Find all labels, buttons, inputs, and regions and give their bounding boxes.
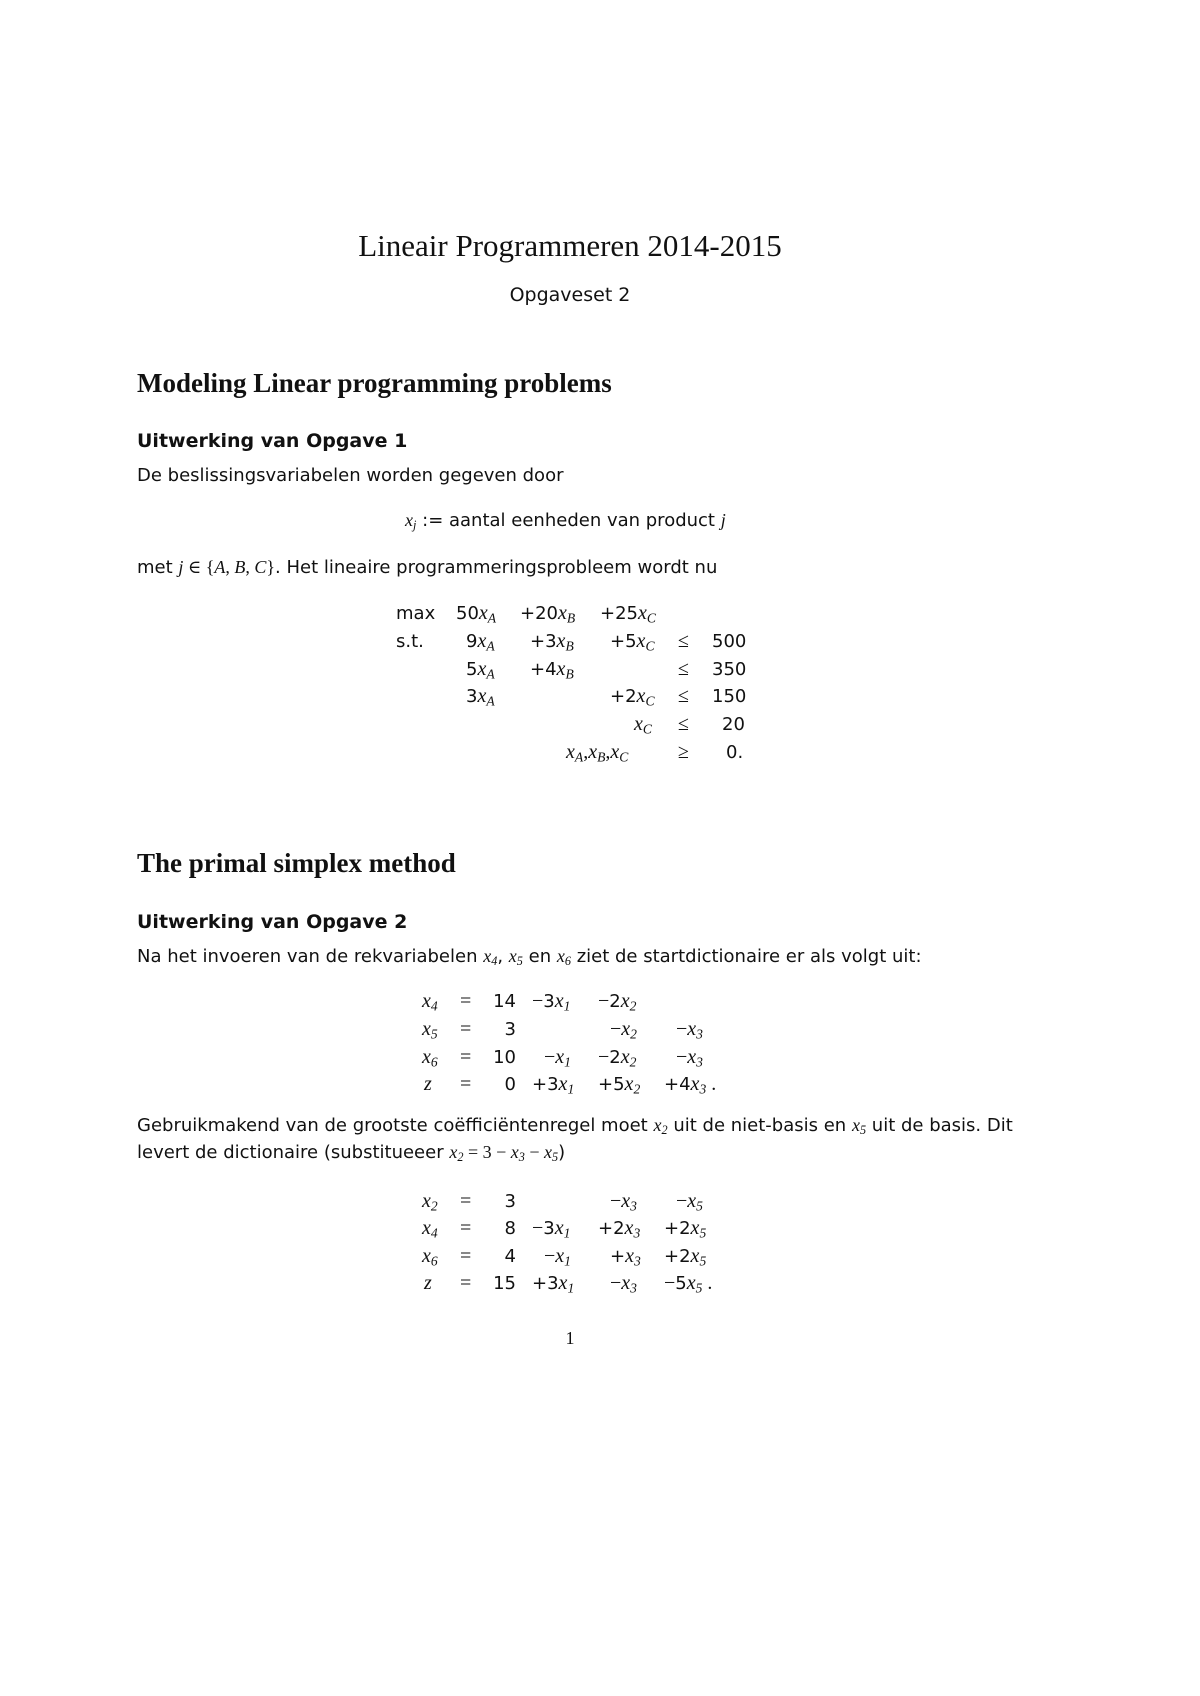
- d1-eq-3: =: [460, 1046, 472, 1068]
- obj-term-a: $50x_A$: [456, 602, 497, 626]
- c1-term-a: $9x_A$: [466, 630, 495, 654]
- intro-text-1: De beslissingsvariabelen worden gegeven door: [137, 465, 564, 486]
- c2-term-b: $+4x_B$: [530, 658, 574, 682]
- d2-eq-3: =: [460, 1245, 472, 1267]
- rhs-3: 150: [712, 686, 747, 707]
- rhs-4: 20: [722, 714, 745, 735]
- d1-r1-x1: $-3x_1$: [532, 990, 571, 1014]
- rhs-5: 0.: [726, 742, 744, 763]
- c3-term-c: $+2x_C$: [610, 685, 655, 709]
- d1-lhs-x5: $x_5$: [422, 1018, 438, 1042]
- d2-r1-x3: $-x_3$: [610, 1190, 637, 1214]
- d1-const-4: 0: [504, 1074, 516, 1095]
- d1-const-2: 3: [504, 1019, 516, 1040]
- c1-term-b: $+3x_B$: [530, 630, 574, 654]
- d1-eq-4: =: [460, 1073, 472, 1095]
- d2-const-2: 8: [504, 1218, 516, 1239]
- d2-r3-x5: $+2x_5$: [664, 1245, 707, 1269]
- page-number: 1: [565, 1328, 575, 1348]
- section-heading-simplex: The primal simplex method: [137, 848, 456, 878]
- d2-const-3: 4: [504, 1246, 516, 1267]
- c2-leq: ≤: [678, 658, 689, 680]
- d2-const-1: 3: [504, 1191, 516, 1212]
- index-set-sentence: met j ∈ {A, B, C}. Het lineaire programmeringsprobleem wordt nu: [137, 557, 718, 578]
- section-heading-modeling: Modeling Linear programming problems: [137, 368, 612, 398]
- c4-term-c: $x_C$: [634, 713, 652, 737]
- st-label: s.t.: [396, 631, 424, 652]
- subheading-opgave-1: Uitwerking van Opgave 1: [137, 430, 408, 452]
- c3-term-a: $3x_A$: [466, 685, 495, 709]
- d2-lhs-x6: $x_6$: [422, 1245, 438, 1269]
- d1-eq-1: =: [460, 990, 472, 1012]
- d1-const-1: 14: [493, 991, 516, 1012]
- nonneg-vars: $x_A,x_B,x_C$: [566, 741, 629, 765]
- pivot-explanation-line-1: Gebruikmakend van de grootste coëfficiëntenregel moet $x_2$ uit de niet-basis en $x_5$ uit de basis. Dit: [137, 1115, 1013, 1138]
- d1-lhs-x4: $x_4$: [422, 990, 438, 1014]
- d2-r4-x1: $+3x_1$: [532, 1272, 575, 1296]
- d1-r3-x2: $-2x_2$: [598, 1046, 637, 1070]
- d2-eq-1: =: [460, 1190, 472, 1212]
- d2-r4-x5: $-5x_5$ .: [664, 1272, 713, 1296]
- obj-term-c: $+25x_C$: [600, 602, 656, 626]
- d1-lhs-x6: $x_6$: [422, 1046, 438, 1070]
- document-title: Lineair Programmeren 2014-2015: [358, 228, 782, 263]
- d2-r2-x1: $-3x_1$: [532, 1217, 571, 1241]
- rhs-2: 350: [712, 659, 747, 680]
- d1-eq-2: =: [460, 1018, 472, 1040]
- d2-eq-2: =: [460, 1217, 472, 1239]
- d2-r4-x3: $-x_3$: [610, 1272, 637, 1296]
- d2-r3-x1: $-x_1$: [544, 1245, 571, 1269]
- c3-leq: ≤: [678, 685, 689, 707]
- d2-lhs-x2: $x_2$: [422, 1190, 438, 1214]
- d1-lhs-z: z: [424, 1073, 432, 1095]
- d1-r4-x3: $+4x_3$ .: [664, 1073, 717, 1097]
- rhs-1: 500: [712, 631, 747, 652]
- d2-eq-4: =: [460, 1272, 472, 1294]
- pivot-explanation-line-2: levert de dictionaire (substitueeer $x_2 = 3 - x_3 - x_5$): [137, 1142, 566, 1165]
- d1-const-3: 10: [493, 1047, 516, 1068]
- d1-r1-x2: $-2x_2$: [598, 990, 637, 1014]
- obj-term-b: $+20x_B$: [520, 602, 576, 626]
- definition-text: := aantal eenheden van product: [416, 510, 721, 531]
- d2-r3-x3: $+x_3$: [610, 1245, 641, 1269]
- d2-r1-x5: $-x_5$: [676, 1190, 703, 1214]
- intro-text-2: Na het invoeren van de rekvariabelen $x_4$, $x_5$ en $x_6$ ziet de startdictionaire er als volgt uit:: [137, 946, 922, 969]
- d2-lhs-x4: $x_4$: [422, 1217, 438, 1241]
- max-label: max: [396, 603, 436, 624]
- d1-r2-x3: $-x_3$: [676, 1018, 703, 1042]
- nonneg-geq: ≥: [678, 741, 689, 763]
- subheading-opgave-2: Uitwerking van Opgave 2: [137, 911, 408, 933]
- c2-term-a: $5x_A$: [466, 658, 495, 682]
- d2-lhs-z: z: [424, 1272, 432, 1294]
- c1-term-c: $+5x_C$: [610, 630, 655, 654]
- d1-r4-x2: $+5x_2$: [598, 1073, 641, 1097]
- d1-r3-x1: $-x_1$: [544, 1046, 571, 1070]
- d2-r2-x3: $+2x_3$: [598, 1217, 641, 1241]
- d2-const-4: 15: [493, 1273, 516, 1294]
- c4-leq: ≤: [678, 713, 689, 735]
- document-subtitle: Opgaveset 2: [509, 284, 631, 306]
- d2-r2-x5: $+2x_5$: [664, 1217, 707, 1241]
- d1-r3-x3: $-x_3$: [676, 1046, 703, 1070]
- d1-r4-x1: $+3x_1$: [532, 1073, 575, 1097]
- variable-definition: $x_j$ := aantal eenheden van product j: [405, 510, 726, 533]
- c1-leq: ≤: [678, 630, 689, 652]
- d1-r2-x2: $-x_2$: [610, 1018, 637, 1042]
